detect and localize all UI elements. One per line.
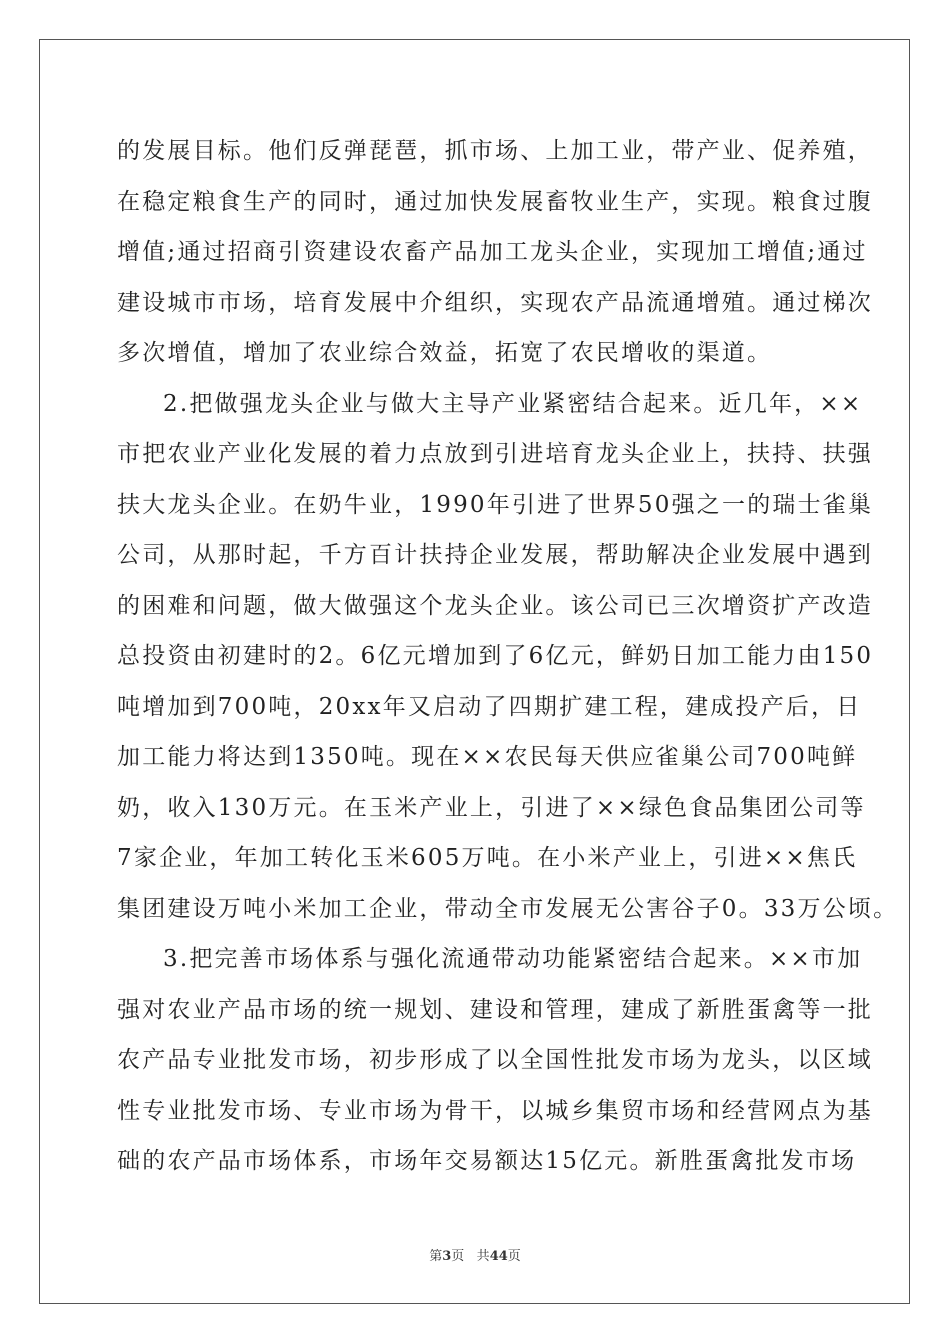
page-footer — [0, 1245, 950, 1264]
total-label-prefix: 共 — [476, 1249, 490, 1264]
text-line: 总投资由初建时的2。6亿元增加到了6亿元，鲜奶日加工能力由150 — [117, 643, 874, 669]
text-line: 集团建设万吨小米加工企业，带动全市发展无公害谷子0。33万公顷。 — [117, 895, 899, 922]
text-line: 在稳定粮食生产的同时，通过加快发展畜牧业生产，实现。粮食过腹 — [117, 188, 873, 215]
page-label-prefix: 第 — [429, 1249, 443, 1264]
text-line: 建设城市市场，培育发展中介组织，实现农产品流通增殖。通过梯次 — [117, 289, 873, 316]
document-body — [117, 126, 899, 1187]
text-line: 2.把做强龙头企业与做大主导产业紧密结合起来。近几年，×× — [163, 390, 863, 417]
text-line: 市把农业产业化发展的着力点放到引进培育龙头企业上，扶持、扶强 — [117, 441, 873, 467]
text-line: 础的农产品市场体系，市场年交易额达15亿元。新胜蛋禽批发市场 — [117, 1148, 857, 1174]
current-page-number: 3 — [442, 1249, 452, 1264]
total-label-suffix: 页 — [507, 1249, 521, 1264]
text-line: 3.把完善市场体系与强化流通带动功能紧密结合起来。××市加 — [163, 946, 863, 972]
page-label-suffix: 页 — [451, 1249, 465, 1264]
text-line: 公司，从那时起，千方百计扶持企业发展，帮助解决企业发展中遇到 — [117, 542, 873, 568]
text-line: 的发展目标。他们反弹琵琶，抓市场、上加工业，带产业、促养殖， — [117, 138, 873, 164]
text-line: 强对农业产品市场的统一规划、建设和管理，建成了新胜蛋禽等一批 — [117, 996, 873, 1023]
text-line: 吨增加到700吨，20xx年又启动了四期扩建工程，建成投产后，日 — [117, 693, 862, 720]
text-line: 加工能力将达到1350吨。现在××农民每天供应雀巢公司700吨鲜 — [117, 744, 858, 770]
text-line: 增值;通过招商引资建设农畜产品加工龙头企业，实现加工增值;通过 — [117, 239, 868, 265]
text-line: 奶，收入130万元。在玉米产业上，引进了××绿色食品集团公司等 — [117, 794, 866, 821]
text-line: 性专业批发市场、专业市场为骨干，以城乡集贸市场和经营网点为基 — [117, 1097, 873, 1124]
text-line: 多次增值，增加了农业综合效益，拓宽了农民增收的渠道。 — [117, 340, 773, 366]
text-line: 7家企业，年加工转化玉米605万吨。在小米产业上，引进××焦氏 — [117, 845, 858, 871]
footer-separator — [464, 1249, 476, 1264]
total-pages-number: 44 — [489, 1249, 508, 1264]
text-line: 农产品专业批发市场，初步形成了以全国性批发市场为龙头，以区域 — [117, 1047, 873, 1073]
text-line: 扶大龙头企业。在奶牛业，1990年引进了世界50强之一的瑞士雀巢 — [117, 491, 874, 518]
text-line: 的困难和问题，做大做强这个龙头企业。该公司已三次增资扩产改造 — [117, 592, 873, 619]
